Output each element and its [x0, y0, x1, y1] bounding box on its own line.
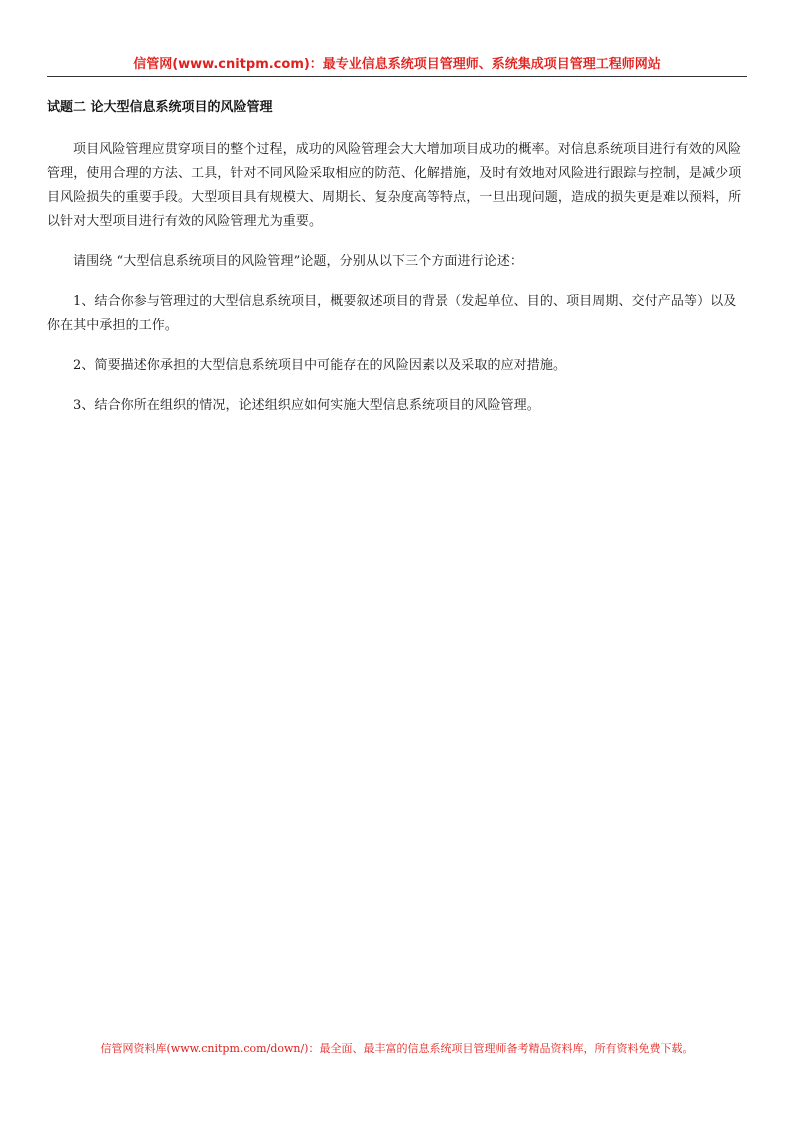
requirement-item-3: 3、结合你所在组织的情况，论述组织应如何实施大型信息系统项目的风险管理。	[73, 398, 540, 413]
page-footer: 信管网资料库(www.cnitpm.com/down/)：最全面、最丰富的信息系统项目管理师备考精品资料库，所有资料免费下载。	[100, 1042, 694, 1055]
requirement-item-1: 1、结合你参与管理过的大型信息系统项目，概要叙述项目的背景（发起单位、目的、项目周期、交付产品等）以及你在其中承担的工作。	[47, 294, 737, 333]
question-title: 试题二 论大型信息系统项目的风险管理	[47, 100, 273, 115]
requirement-item-2: 2、简要描述你承担的大型信息系统项目中可能存在的风险因素以及采取的应对措施。	[73, 358, 567, 373]
page-header: 信管网(www.cnitpm.com)：最专业信息系统项目管理师、系统集成项目管理工程师网站	[133, 57, 661, 72]
document-body	[47, 98, 747, 434]
prompt-paragraph: 请围绕 “大型信息系统项目的风险管理”论题，分别从以下三个方面进行论述：	[73, 254, 524, 269]
intro-paragraph: 项目风险管理应贯穿项目的整个过程，成功的风险管理会大大增加项目成功的概率。对信息系统项目进行有效的风险管理，使用合理的方法、工具，针对不同风险采取相应的防范、化解措施，及时有效地对风险进行跟踪与控制，是减少项目风险损失的重要手段。大型项目具有规模大、周期长、复杂度高等特点，一旦出现问题，造成的损失更是难以预料，所以针对大型项目进行有效的风险管理尤为重要。	[47, 142, 742, 229]
header-divider	[47, 76, 747, 77]
